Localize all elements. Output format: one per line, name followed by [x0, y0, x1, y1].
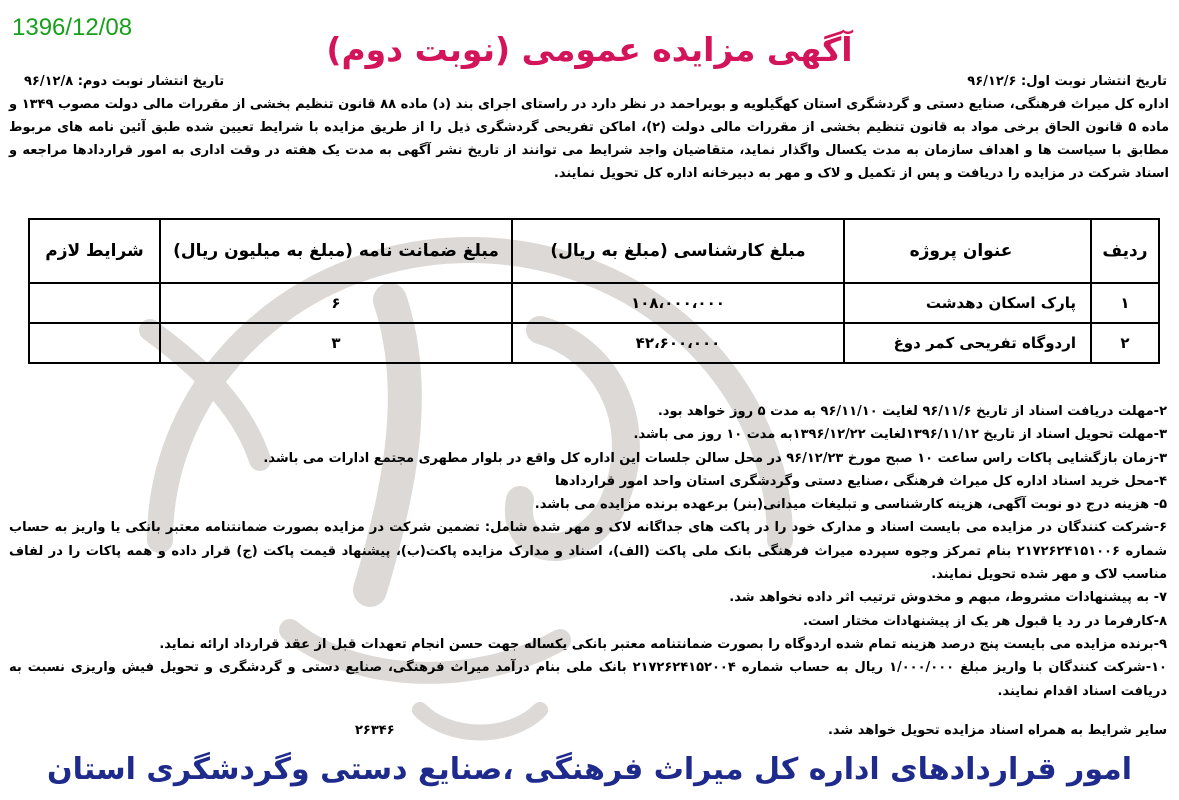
condition-item: ۲-مهلت دریافت اسناد از تاریخ ۹۶/۱۱/۶ لغایت ۹۶/۱۱/۱۰ به مدت ۵ روز خواهد بود. — [657, 404, 1167, 419]
header-conditions: شرایط لازم — [29, 219, 160, 283]
condition-item: ۵- هزینه درج دو نوبت آگهی، هزینه کارشناسی و تبلیغات میدانی(بنر) برعهده برنده مزایده می باشد. — [534, 497, 1167, 513]
cell-guarantee-amount: ۶ — [160, 283, 512, 323]
cell-conditions — [29, 283, 160, 323]
intro-paragraph: اداره کل میراث فرهنگی، صنایع دستی و گردشگری استان کهگیلویه و بویراحمد در نظر دارد در راستای اجرای بند (د) ماده ۸۸ قانون تنظیم بخشی از مقررات مالی دولت مصوب ۱۳۴۹ و ماده ۵ قانون الحاق برخی مواد به قانون تنظیم بخشی از مقررات مالی دولت (۲)، اماکن تفریحی گردشگری ذیل را از طریق مزایده با شرایط تعیین شده طبق آئین نامه های مربوط مطابق با سیاست ها و اهداف سازمان به مدت یکسال واگذار نماید، متقاضیان واجد شرایط می توانند از تاریخ نشر آگهی به مدت یک هفته در وقت اداری به امور قراردادها مراجعه و اسناد شرکت در مزایده را دریافت و پس از تکمیل و لاک و مهر به دبیرخانه اداره کل تحویل نمایند. — [9, 97, 1170, 181]
condition-item: ۹-برنده مزایده می بایست پنج درصد هزینه تمام شده اردوگاه را بصورت ضمانتنامه معتبر بانکی یکساله جهت حسن انجام تعهدات قبل از عقد قرارداد ارائه نماید. — [159, 636, 1167, 652]
table-row — [29, 323, 1159, 363]
condition-item: ۳-مهلت تحویل اسناد از تاریخ ۱۳۹۶/۱۱/۱۲لغایت ۱۳۹۶/۱۲/۲۲به مدت ۱۰ روز می باشد. — [633, 427, 1167, 443]
footer-signature: امور قراردادهای اداره کل میراث فرهنگی ،صنایع دستی وگردشگری استان — [47, 752, 1132, 787]
page-title: آگهی مزایده عمومی (نوبت دوم) — [326, 30, 853, 69]
closing-note: سایر شرایط به همراه اسناد مزایده تحویل خواهد شد. — [827, 723, 1167, 738]
first-publish-date: تاریخ انتشار نوبت اول: ۹۶/۱۲/۶ — [967, 74, 1167, 89]
table-header-row — [29, 219, 1159, 283]
cell-conditions — [29, 323, 160, 363]
header-row-number: ردیف — [1091, 219, 1159, 283]
cell-appraisal-price: ۱۰۸،۰۰۰،۰۰۰ — [512, 283, 844, 323]
condition-item: ۴-محل خرید اسناد اداره کل میراث فرهنگی ،صنایع دستی وگردشگری استان واحد امور قراردادها — [554, 473, 1167, 489]
cell-appraisal-price: ۴۲،۶۰۰،۰۰۰ — [512, 323, 844, 363]
header-project-title: عنوان پروژه — [844, 219, 1091, 283]
cell-project-title: پارک اسکان دهدشت — [844, 283, 1091, 323]
table-row — [29, 283, 1159, 323]
condition-item: ۱۰-شرکت کنندگان با واریز مبلغ ۱/۰۰۰/۰۰۰ ریال به حساب شماره ۲۱۷۲۶۲۴۱۵۲۰۰۴ بانک ملی بنام درآمد میراث فرهنگی، صنایع دستی و گردشگری و تحویل فیش واریزی نسبت به دریافت اسناد اقدام نمایند. — [9, 660, 1167, 699]
date-stamp: 1396/12/08 — [12, 14, 133, 41]
header-guarantee-amount: مبلغ ضمانت نامه (مبلغ به میلیون ریال) — [160, 219, 512, 283]
header-appraisal-price: مبلغ کارشناسی (مبلغ به ریال) — [512, 219, 844, 283]
projects-table — [28, 218, 1160, 364]
cell-guarantee-amount: ۳ — [160, 323, 512, 363]
cell-row-number: ۱ — [1091, 283, 1159, 323]
cell-project-title: اردوگاه تفریحی کمر دوغ — [844, 323, 1091, 363]
second-publish-date: تاریخ انتشار نوبت دوم: ۹۶/۱۲/۸ — [24, 74, 225, 89]
cell-row-number: ۲ — [1091, 323, 1159, 363]
condition-item: ۳-زمان بازگشایی پاکات راس ساعت ۱۰ صبح مورخ ۹۶/۱۲/۲۳ در محل سالن جلسات این اداره کل واقع در بلوار مطهری مجتمع ادارات می باشد. — [263, 450, 1167, 466]
ad-code: ۲۶۳۴۶ — [355, 723, 395, 738]
condition-item: ۶-شرکت کنندگان در مزایده می بایست اسناد و مدارک خود را در پاکت های جداگانه لاک و مهر شده شامل: تضمین شرکت در مزایده بصورت ضمانتنامه معتبر بانکی یا واریز به حساب شماره ۲۱۷۲۶۲۴۱۵۱۰۰۶ بنام تمرکز وجوه سپرده میراث فرهنگی بانک ملی پاکت (الف)، اسناد و مدارک مزایده پاکت(ب)، پیشنهاد قیمت پاکت (ج) قرار داده و همه پاکات را در لفاف مناسب لاک و مهر شده تحویل نمایند. — [9, 520, 1167, 583]
condition-item: ۷- به پیشنهادات مشروط، مبهم و مخدوش ترتیب اثر داده نخواهد شد. — [729, 590, 1167, 606]
condition-item: ۸-کارفرما در رد یا قبول هر یک از پیشنهادات مختار است. — [802, 613, 1167, 629]
conditions-list — [9, 400, 1167, 703]
watermark-stroke-base — [420, 710, 540, 733]
